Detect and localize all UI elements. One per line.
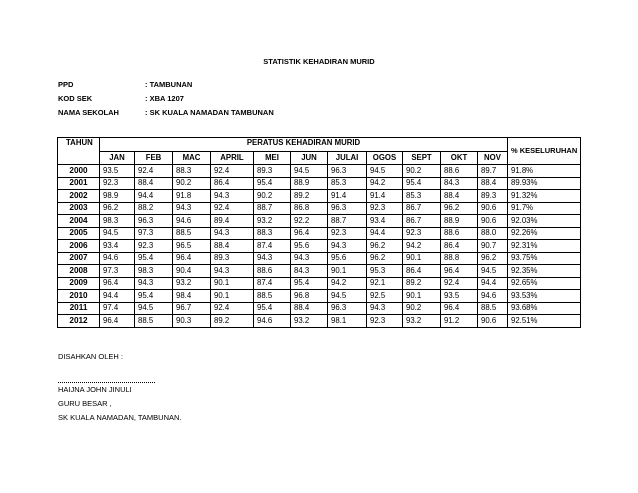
month-header: FEB bbox=[135, 151, 173, 165]
value-cell: 96.5 bbox=[173, 240, 211, 253]
signatory-position: GURU BESAR , bbox=[58, 399, 112, 408]
value-cell: 88.9 bbox=[441, 215, 478, 228]
signatory-name: HAIJNA JOHN JINULI bbox=[58, 385, 132, 394]
value-cell: 94.3 bbox=[254, 252, 291, 265]
value-cell: 95.4 bbox=[135, 252, 173, 265]
value-cell: 98.4 bbox=[173, 290, 211, 303]
month-header: OKT bbox=[441, 151, 478, 165]
value-cell: 90.2 bbox=[403, 302, 441, 315]
value-cell: 85.3 bbox=[328, 177, 367, 190]
value-cell: 92.3 bbox=[328, 227, 367, 240]
year-cell: 2000 bbox=[58, 165, 100, 178]
value-cell: 88.7 bbox=[328, 215, 367, 228]
value-cell: 88.4 bbox=[135, 177, 173, 190]
value-cell: 86.7 bbox=[403, 215, 441, 228]
value-cell: 90.1 bbox=[211, 290, 254, 303]
table-row bbox=[58, 277, 581, 290]
attendance-table bbox=[57, 137, 581, 328]
value-cell: 90.6 bbox=[478, 315, 508, 328]
value-cell: 88.3 bbox=[173, 165, 211, 178]
header-tahun: TAHUN bbox=[58, 138, 100, 165]
signature-line bbox=[58, 382, 155, 383]
value-cell: 88.3 bbox=[254, 227, 291, 240]
value-cell: 88.4 bbox=[211, 240, 254, 253]
year-cell: 2005 bbox=[58, 227, 100, 240]
table-row bbox=[58, 202, 581, 215]
info-label: KOD SEK bbox=[58, 94, 93, 103]
value-cell: 96.4 bbox=[173, 252, 211, 265]
year-cell: 2002 bbox=[58, 190, 100, 203]
year-cell: 2012 bbox=[58, 315, 100, 328]
value-cell: 90.6 bbox=[478, 215, 508, 228]
header-peratus: PERATUS KEHADIRAN MURID bbox=[100, 138, 508, 152]
value-cell: 95.4 bbox=[254, 177, 291, 190]
value-cell: 96.2 bbox=[367, 252, 403, 265]
value-cell: 89.2 bbox=[211, 315, 254, 328]
value-cell: 88.4 bbox=[291, 302, 328, 315]
value-cell: 96.4 bbox=[291, 227, 328, 240]
value-cell: 95.4 bbox=[291, 277, 328, 290]
value-cell: 94.6 bbox=[478, 290, 508, 303]
value-cell: 87.4 bbox=[254, 277, 291, 290]
value-cell: 94.6 bbox=[100, 252, 135, 265]
month-header: SEPT bbox=[403, 151, 441, 165]
table-row bbox=[58, 165, 581, 178]
value-cell: 89.2 bbox=[403, 277, 441, 290]
value-cell: 90.2 bbox=[254, 190, 291, 203]
value-cell: 91.8 bbox=[173, 190, 211, 203]
total-cell: 91.7% bbox=[508, 202, 581, 215]
value-cell: 88.5 bbox=[478, 302, 508, 315]
value-cell: 92.3 bbox=[367, 202, 403, 215]
total-cell: 91.8% bbox=[508, 165, 581, 178]
table-row bbox=[58, 302, 581, 315]
value-cell: 94.4 bbox=[100, 290, 135, 303]
value-cell: 94.5 bbox=[367, 165, 403, 178]
value-cell: 88.6 bbox=[254, 265, 291, 278]
value-cell: 94.2 bbox=[403, 240, 441, 253]
total-cell: 93.75% bbox=[508, 252, 581, 265]
value-cell: 93.2 bbox=[173, 277, 211, 290]
value-cell: 92.1 bbox=[367, 277, 403, 290]
info-row-kod-sek bbox=[58, 94, 184, 103]
disahkan-label: DISAHKAN OLEH : bbox=[58, 352, 124, 361]
value-cell: 87.4 bbox=[254, 240, 291, 253]
value-cell: 90.6 bbox=[478, 202, 508, 215]
table-row bbox=[58, 177, 581, 190]
month-header: JAN bbox=[100, 151, 135, 165]
value-cell: 98.3 bbox=[100, 215, 135, 228]
value-cell: 88.8 bbox=[441, 252, 478, 265]
value-cell: 90.7 bbox=[478, 240, 508, 253]
value-cell: 93.2 bbox=[254, 215, 291, 228]
value-cell: 94.5 bbox=[478, 265, 508, 278]
info-value: : TAMBUNAN bbox=[145, 80, 193, 89]
value-cell: 96.3 bbox=[135, 215, 173, 228]
value-cell: 86.8 bbox=[291, 202, 328, 215]
value-cell: 92.2 bbox=[291, 215, 328, 228]
value-cell: 92.4 bbox=[211, 165, 254, 178]
total-cell: 92.26% bbox=[508, 227, 581, 240]
value-cell: 94.5 bbox=[135, 302, 173, 315]
value-cell: 88.9 bbox=[291, 177, 328, 190]
value-cell: 98.1 bbox=[328, 315, 367, 328]
value-cell: 94.3 bbox=[211, 190, 254, 203]
value-cell: 88.4 bbox=[441, 190, 478, 203]
value-cell: 92.5 bbox=[367, 290, 403, 303]
value-cell: 88.5 bbox=[173, 227, 211, 240]
value-cell: 94.4 bbox=[135, 190, 173, 203]
year-cell: 2006 bbox=[58, 240, 100, 253]
value-cell: 98.9 bbox=[100, 190, 135, 203]
value-cell: 88.7 bbox=[254, 202, 291, 215]
value-cell: 92.4 bbox=[211, 302, 254, 315]
value-cell: 96.3 bbox=[328, 165, 367, 178]
info-label: PPD bbox=[58, 80, 74, 89]
value-cell: 96.7 bbox=[173, 302, 211, 315]
info-row-ppd bbox=[58, 80, 192, 89]
value-cell: 96.4 bbox=[100, 277, 135, 290]
value-cell: 85.3 bbox=[403, 190, 441, 203]
value-cell: 93.5 bbox=[441, 290, 478, 303]
value-cell: 90.1 bbox=[328, 265, 367, 278]
value-cell: 91.2 bbox=[441, 315, 478, 328]
value-cell: 90.1 bbox=[403, 290, 441, 303]
month-header: MAC bbox=[173, 151, 211, 165]
value-cell: 96.2 bbox=[367, 240, 403, 253]
value-cell: 90.3 bbox=[173, 315, 211, 328]
total-cell: 92.65% bbox=[508, 277, 581, 290]
value-cell: 90.4 bbox=[173, 265, 211, 278]
table-row bbox=[58, 215, 581, 228]
value-cell: 94.3 bbox=[211, 265, 254, 278]
table-body bbox=[58, 165, 581, 328]
value-cell: 89.3 bbox=[478, 190, 508, 203]
year-cell: 2007 bbox=[58, 252, 100, 265]
value-cell: 92.3 bbox=[367, 315, 403, 328]
value-cell: 98.3 bbox=[135, 265, 173, 278]
total-cell: 93.53% bbox=[508, 290, 581, 303]
value-cell: 94.6 bbox=[254, 315, 291, 328]
value-cell: 86.4 bbox=[211, 177, 254, 190]
value-cell: 94.5 bbox=[291, 165, 328, 178]
month-header-row bbox=[58, 151, 581, 165]
value-cell: 84.3 bbox=[291, 265, 328, 278]
signatory-school: SK KUALA NAMADAN, TAMBUNAN. bbox=[58, 413, 182, 422]
value-cell: 88.5 bbox=[135, 315, 173, 328]
value-cell: 94.3 bbox=[328, 240, 367, 253]
value-cell: 90.2 bbox=[403, 165, 441, 178]
value-cell: 96.2 bbox=[478, 252, 508, 265]
value-cell: 94.3 bbox=[291, 252, 328, 265]
value-cell: 89.4 bbox=[211, 215, 254, 228]
value-cell: 95.6 bbox=[328, 252, 367, 265]
value-cell: 94.2 bbox=[328, 277, 367, 290]
info-value: : XBA 1207 bbox=[145, 94, 184, 103]
value-cell: 88.6 bbox=[441, 227, 478, 240]
value-cell: 95.4 bbox=[135, 290, 173, 303]
value-cell: 91.4 bbox=[328, 190, 367, 203]
value-cell: 92.3 bbox=[100, 177, 135, 190]
value-cell: 92.4 bbox=[135, 165, 173, 178]
total-cell: 89.93% bbox=[508, 177, 581, 190]
value-cell: 92.4 bbox=[211, 202, 254, 215]
value-cell: 96.4 bbox=[441, 302, 478, 315]
table-row bbox=[58, 315, 581, 328]
year-cell: 2003 bbox=[58, 202, 100, 215]
value-cell: 89.2 bbox=[291, 190, 328, 203]
month-header: OGOS bbox=[367, 151, 403, 165]
value-cell: 89.3 bbox=[254, 165, 291, 178]
value-cell: 88.6 bbox=[441, 165, 478, 178]
month-header: MEI bbox=[254, 151, 291, 165]
value-cell: 93.5 bbox=[100, 165, 135, 178]
total-cell: 93.68% bbox=[508, 302, 581, 315]
value-cell: 95.6 bbox=[291, 240, 328, 253]
value-cell: 94.6 bbox=[173, 215, 211, 228]
month-header: NOV bbox=[478, 151, 508, 165]
value-cell: 95.4 bbox=[403, 177, 441, 190]
table-row bbox=[58, 190, 581, 203]
info-value: : SK KUALA NAMADAN TAMBUNAN bbox=[145, 108, 274, 117]
year-cell: 2010 bbox=[58, 290, 100, 303]
value-cell: 93.4 bbox=[367, 215, 403, 228]
total-cell: 92.35% bbox=[508, 265, 581, 278]
month-header: APRIL bbox=[211, 151, 254, 165]
value-cell: 95.4 bbox=[254, 302, 291, 315]
value-cell: 94.5 bbox=[328, 290, 367, 303]
value-cell: 90.1 bbox=[211, 277, 254, 290]
value-cell: 96.3 bbox=[328, 302, 367, 315]
value-cell: 97.4 bbox=[100, 302, 135, 315]
total-cell: 91.32% bbox=[508, 190, 581, 203]
value-cell: 88.4 bbox=[478, 177, 508, 190]
value-cell: 94.3 bbox=[211, 227, 254, 240]
value-cell: 92.3 bbox=[135, 240, 173, 253]
value-cell: 96.4 bbox=[100, 315, 135, 328]
month-header: JULAI bbox=[328, 151, 367, 165]
value-cell: 92.3 bbox=[403, 227, 441, 240]
value-cell: 96.4 bbox=[441, 265, 478, 278]
value-cell: 88.0 bbox=[478, 227, 508, 240]
value-cell: 94.3 bbox=[135, 277, 173, 290]
value-cell: 84.3 bbox=[441, 177, 478, 190]
year-cell: 2001 bbox=[58, 177, 100, 190]
value-cell: 97.3 bbox=[135, 227, 173, 240]
value-cell: 93.2 bbox=[403, 315, 441, 328]
value-cell: 94.2 bbox=[367, 177, 403, 190]
value-cell: 94.3 bbox=[173, 202, 211, 215]
info-row-nama-sekolah bbox=[58, 108, 274, 117]
value-cell: 93.4 bbox=[100, 240, 135, 253]
value-cell: 90.1 bbox=[403, 252, 441, 265]
total-cell: 92.31% bbox=[508, 240, 581, 253]
value-cell: 90.2 bbox=[173, 177, 211, 190]
value-cell: 86.4 bbox=[441, 240, 478, 253]
year-cell: 2004 bbox=[58, 215, 100, 228]
value-cell: 86.4 bbox=[403, 265, 441, 278]
year-cell: 2011 bbox=[58, 302, 100, 315]
value-cell: 86.7 bbox=[403, 202, 441, 215]
value-cell: 94.4 bbox=[478, 277, 508, 290]
value-cell: 97.3 bbox=[100, 265, 135, 278]
total-cell: 92.03% bbox=[508, 215, 581, 228]
year-cell: 2008 bbox=[58, 265, 100, 278]
table-row bbox=[58, 265, 581, 278]
value-cell: 94.4 bbox=[367, 227, 403, 240]
info-label: NAMA SEKOLAH bbox=[58, 108, 119, 117]
value-cell: 93.2 bbox=[291, 315, 328, 328]
value-cell: 96.2 bbox=[100, 202, 135, 215]
value-cell: 91.4 bbox=[367, 190, 403, 203]
value-cell: 88.5 bbox=[254, 290, 291, 303]
value-cell: 92.4 bbox=[441, 277, 478, 290]
month-header: JUN bbox=[291, 151, 328, 165]
table-row bbox=[58, 227, 581, 240]
value-cell: 88.2 bbox=[135, 202, 173, 215]
value-cell: 96.8 bbox=[291, 290, 328, 303]
table-row bbox=[58, 252, 581, 265]
value-cell: 94.5 bbox=[100, 227, 135, 240]
table-row bbox=[58, 240, 581, 253]
value-cell: 95.3 bbox=[367, 265, 403, 278]
table-row bbox=[58, 290, 581, 303]
value-cell: 96.2 bbox=[441, 202, 478, 215]
value-cell: 89.7 bbox=[478, 165, 508, 178]
total-cell: 92.51% bbox=[508, 315, 581, 328]
header-keseluruhan: % KESELURUHAN bbox=[508, 138, 581, 165]
value-cell: 89.3 bbox=[211, 252, 254, 265]
document-title: STATISTIK KEHADIRAN MURID bbox=[263, 57, 375, 66]
year-cell: 2009 bbox=[58, 277, 100, 290]
value-cell: 94.3 bbox=[367, 302, 403, 315]
value-cell: 96.3 bbox=[328, 202, 367, 215]
